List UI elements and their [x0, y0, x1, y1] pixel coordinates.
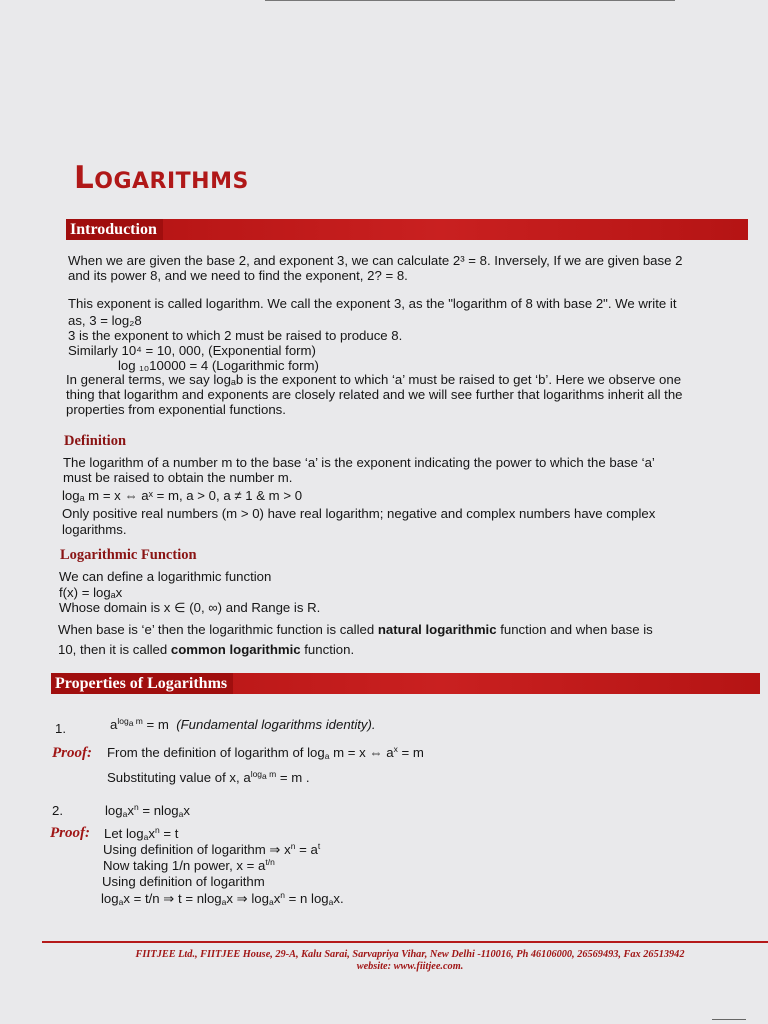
intro-paragraph-2-line-2: as, 3 = log₂8 — [68, 313, 142, 328]
proof-2-line-3: Now taking 1/n power, $x = a^{t/n}$ — [103, 857, 275, 873]
property-2-formula: $\log_ax^n = nlog_ax$ — [105, 802, 190, 819]
proof-2-line-1: Let $\log_ax^n = t$ — [104, 825, 179, 842]
definition-formula: logₐ m = x ⇔ aˣ = m, a > 0, a ≠ 1 & m > 0 — [62, 488, 303, 503]
log-function-line-3: Whose domain is x ∈ (0, ∞) and Range is R. — [59, 600, 321, 615]
definition-line-3: Only positive real numbers (m > 0) have real logarithm; negative and complex numbers have complex — [62, 506, 656, 521]
intro-paragraph-2-line-4: Similarly 10⁴ = 10, 000, (Exponential form) — [68, 343, 316, 358]
log-function-line-5: 10, then it is called common logarithmic function. — [58, 642, 355, 657]
top-edge-line — [265, 0, 675, 1]
log-function-line-4: When base is ‘e’ then the logarithmic function is called natural logarithmic function and when base is — [58, 622, 653, 637]
intro-paragraph-1-line-1: When we are given the base 2, and exponent 3, we can calculate 2³ = 8. Inversely, If we are given base 2 — [68, 253, 683, 268]
intro-paragraph-3-line-2: thing that logarithm and exponents are closely related and we will see further that logarithms inherit all the — [66, 387, 683, 402]
intro-paragraph-2-line-5: log ₁₀10000 = 4 (Logarithmic form) — [118, 358, 319, 373]
property-1-description: (Fundamental logarithms identity). — [176, 717, 376, 732]
proof-2-line-4: Using definition of logarithm — [102, 874, 265, 889]
proof-2-line-5: $\log_ax = t/n$ ⇒ t = nlog$_a$x ⇒ $\log_ax^n = n$ $\log_ax$. — [101, 890, 344, 907]
log-function-line-1: We can define a logarithmic function — [59, 569, 272, 584]
properties-header: Properties of Logarithms — [51, 673, 233, 694]
footer-address: FIITJEE Ltd., FIITJEE House, 29-A, Kalu Sarai, Sarvapriya Vihar, New Delhi -110016, Ph 46106000, 26569493, Fax 26513942 — [135, 949, 685, 960]
page-title: Logarithms — [74, 160, 249, 196]
footer-website: website: www.fiitjee.com. — [356, 961, 464, 972]
intro-paragraph-1-line-2: and its power 8, and we need to find the exponent, 2? = 8. — [68, 268, 408, 283]
footer-rule — [42, 941, 768, 943]
definition-line-4: logarithms. — [62, 522, 127, 537]
log-function-line-2: f(x) = logₐx — [59, 585, 123, 600]
common-log-term: common logarithmic — [170, 642, 301, 657]
log-function-heading: Logarithmic Function — [60, 547, 197, 563]
natural-log-term: natural logarithmic — [377, 622, 497, 637]
introduction-header: Introduction — [66, 219, 163, 240]
definition-line-1: The logarithm of a number m to the base ‘a’ is the exponent indicating the power to which the base ‘a’ — [63, 455, 655, 470]
proof-1-label: Proof: — [52, 745, 92, 761]
property-1-formula: $a^{log_a m} = m$ (Fundamental logarithms identity). — [110, 716, 376, 732]
intro-paragraph-2-line-3: 3 is the exponent to which 2 must be raised to produce 8. — [68, 328, 403, 343]
page-mark — [712, 1019, 746, 1020]
intro-paragraph-3-line-1: In general terms, we say logₐb is the exponent to which ‘a’ must be raised to get ‘b’. Here we observe one — [66, 372, 682, 387]
introduction-header-band — [66, 219, 748, 240]
properties-header-band — [51, 673, 760, 694]
property-1-number: 1. — [55, 721, 66, 736]
proof-2-label: Proof: — [50, 825, 90, 841]
definition-heading: Definition — [64, 433, 127, 449]
proof-1-line-1: From the definition of logarithm of $\log_a m = x$ ⇔ $a^x = m$ — [107, 744, 424, 761]
property-2-number: 2. — [52, 803, 63, 818]
proof-2-line-2: Using definition of logarithm ⇒ $x^n = a^t$ — [103, 841, 321, 857]
definition-line-2: must be raised to obtain the number m. — [63, 470, 293, 485]
proof-1-line-2: Substituting value of x, $a^{log_a m} = m$ . — [107, 769, 310, 785]
intro-paragraph-3-line-3: properties from exponential functions. — [66, 402, 286, 417]
intro-paragraph-2-line-1: This exponent is called logarithm. We call the exponent 3, as the "logarithm of 8 with base 2". We write it — [68, 296, 677, 311]
